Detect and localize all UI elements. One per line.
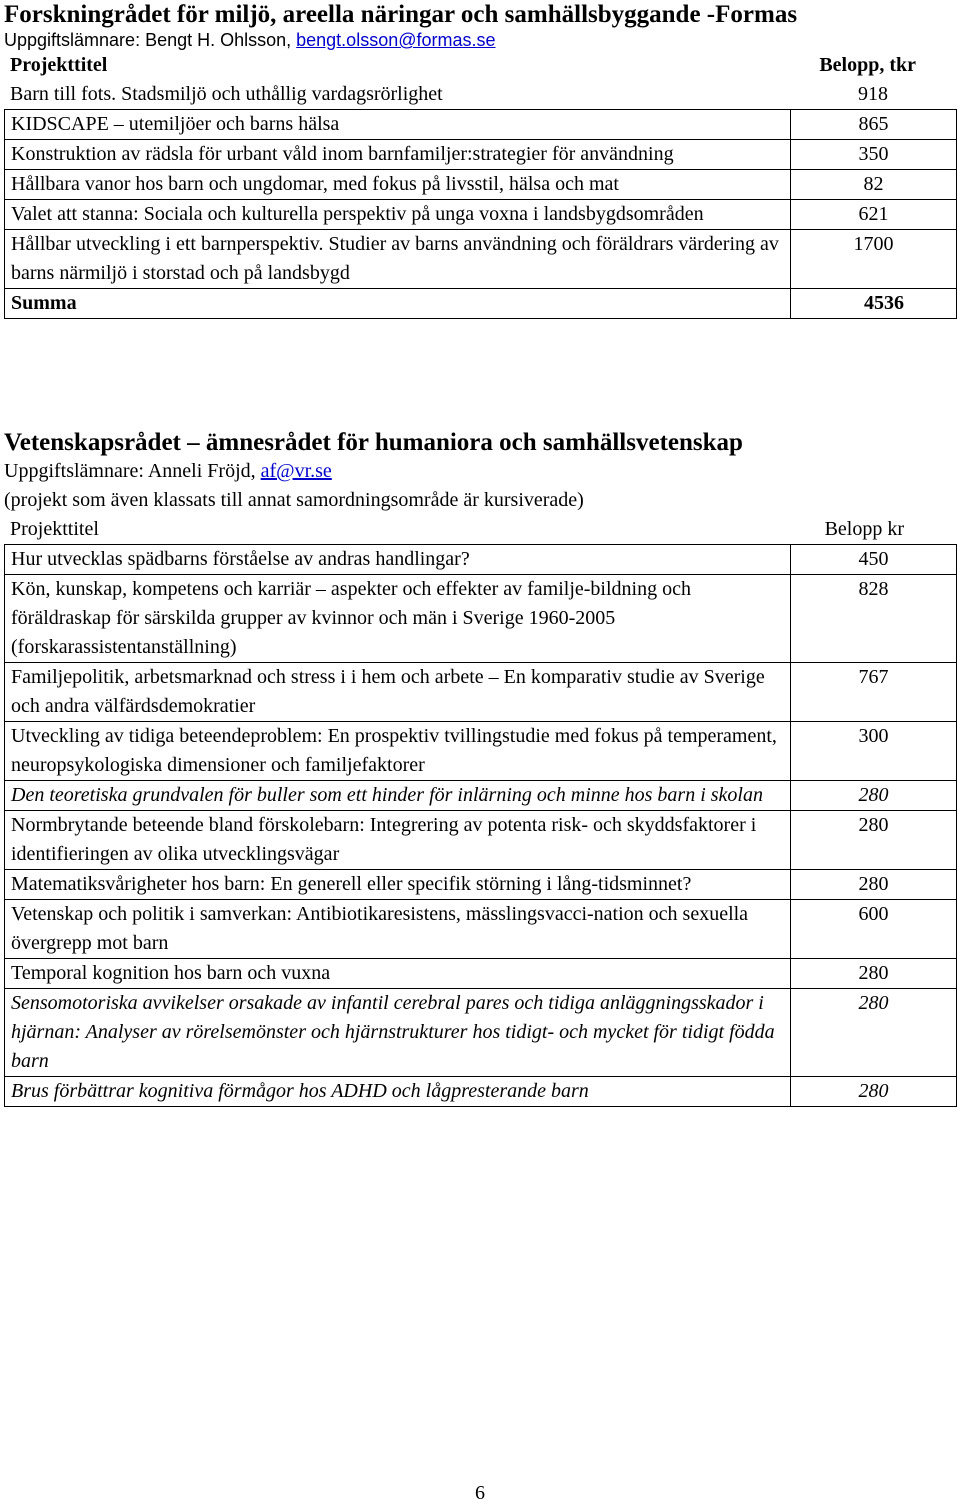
- formas-reporter: [4, 27, 956, 53]
- formas-header-title: Projekttitel: [10, 54, 108, 76]
- vr-reporter: [4, 457, 956, 486]
- formas-table: [4, 109, 957, 319]
- page-number: 6: [475, 1482, 485, 1504]
- table-row: [5, 230, 957, 289]
- project-amount: 280: [791, 1077, 957, 1107]
- formas-section: [4, 0, 956, 319]
- vr-section: [4, 428, 956, 1107]
- table-row: [5, 900, 957, 959]
- project-title: Den teoretiska grundvalen för buller som ett hinder för inlärning och minne hos barn i skolan: [5, 781, 791, 811]
- table-row: [5, 545, 957, 575]
- project-amount: 767: [791, 663, 957, 722]
- project-amount: 828: [791, 575, 957, 663]
- table-row: [5, 870, 957, 900]
- vr-reporter-label: Uppgiftslämnare: Anneli Fröjd,: [4, 460, 261, 482]
- project-title: Vetenskap och politik i samverkan: Antibiotikaresistens, mässlingsvacci-nation och sexuella övergrepp mot barn: [5, 900, 791, 959]
- project-amount: 280: [791, 781, 957, 811]
- project-amount: 1700: [791, 230, 957, 289]
- project-amount: 280: [791, 959, 957, 989]
- project-amount: 280: [791, 989, 957, 1077]
- project-title: Hållbara vanor hos barn och ungdomar, med fokus på livsstil, hälsa och mat: [5, 170, 791, 200]
- project-amount: 450: [791, 545, 957, 575]
- vr-header-table: [4, 515, 956, 544]
- sum-label: Summa: [5, 289, 791, 319]
- table-row: [4, 80, 956, 109]
- vr-header-amount: Belopp kr: [824, 518, 904, 540]
- sum-amount: 4536: [791, 289, 957, 319]
- project-amount: 621: [791, 200, 957, 230]
- project-amount: 918: [858, 83, 888, 105]
- project-amount: 865: [791, 110, 957, 140]
- formas-header-row: [4, 51, 956, 80]
- table-row: [5, 1077, 957, 1107]
- project-title: Kön, kunskap, kompetens och karriär – aspekter och effekter av familje-bildning och föräldraskap för särskilda grupper av kvinnor och män i Sverige 1960-2005 (forskarassistentanställning): [5, 575, 791, 663]
- project-title: Normbrytande beteende bland förskolebarn: Integrering av potenta risk- och skyddsfaktorer i identifieringen av olika utvecklingsvägar: [5, 811, 791, 870]
- vr-email-link[interactable]: af@vr.se: [260, 460, 332, 482]
- table-row: [5, 110, 957, 140]
- formas-email-link[interactable]: bengt.olsson@formas.se: [296, 30, 496, 50]
- table-row: [5, 170, 957, 200]
- table-row: [5, 663, 957, 722]
- project-amount: 82: [791, 170, 957, 200]
- formas-header-amount: Belopp, tkr: [819, 54, 916, 76]
- project-title: Barn till fots. Stadsmiljö och uthållig vardagsrörlighet: [10, 83, 443, 105]
- project-title: KIDSCAPE – utemiljöer och barns hälsa: [5, 110, 791, 140]
- vr-table: [4, 544, 957, 1107]
- formas-title: Forskningrådet för miljö, areella näringar och samhällsbyggande -Formas: [4, 1, 798, 28]
- project-title: Temporal kognition hos barn och vuxna: [5, 959, 791, 989]
- project-title: Sensomotoriska avvikelser orsakade av infantil cerebral pares och tidiga anläggningsskador i hjärnan: Analyser av rörelsemönster och hjärnstrukturer hos tidigt- och mycket för tidigt födda barn: [5, 989, 791, 1077]
- table-row: [5, 200, 957, 230]
- table-row: [5, 811, 957, 870]
- project-title: Konstruktion av rädsla för urbant våld inom barnfamiljer:strategier för användning: [5, 140, 791, 170]
- project-title: Familjepolitik, arbetsmarknad och stress i i hem och arbete – En komparativ studie av Sverige och andra välfärdsdemokratier: [5, 663, 791, 722]
- project-amount: 280: [791, 811, 957, 870]
- vr-note: (projekt som även klassats till annat samordningsområde är kursiverade): [4, 489, 584, 511]
- project-title: Utveckling av tidiga beteendeproblem: En prospektiv tvillingstudie med fokus på temperament, neuropsykologiska dimensioner och familjefaktorer: [5, 722, 791, 781]
- project-title: Matematiksvårigheter hos barn: En generell eller specifik störning i lång-tidsminnet?: [5, 870, 791, 900]
- project-amount: 300: [791, 722, 957, 781]
- formas-header-table: [4, 51, 956, 109]
- project-title: Valet att stanna: Sociala och kulturella perspektiv på unga voxna i landsbygdsområden: [5, 200, 791, 230]
- table-row: [5, 959, 957, 989]
- project-amount: 280: [791, 870, 957, 900]
- table-row: [5, 781, 957, 811]
- project-amount: 350: [791, 140, 957, 170]
- vr-header-row: [4, 515, 956, 544]
- formas-sum-row: [5, 289, 957, 319]
- project-amount: 600: [791, 900, 957, 959]
- table-row: [5, 575, 957, 663]
- project-title: Hur utvecklas spädbarns förståelse av andras handlingar?: [5, 545, 791, 575]
- formas-reporter-label: Uppgiftslämnare: Bengt H. Ohlsson,: [4, 30, 297, 50]
- table-row: [5, 140, 957, 170]
- table-row: [5, 989, 957, 1077]
- vr-title: Vetenskapsrådet – ämnesrådet för humaniora och samhällsvetenskap: [4, 429, 743, 456]
- vr-header-title: Projekttitel: [10, 518, 99, 540]
- project-title: Brus förbättrar kognitiva förmågor hos ADHD och lågpresterande barn: [5, 1077, 791, 1107]
- table-row: [5, 722, 957, 781]
- project-title: Hållbar utveckling i ett barnperspektiv. Studier av barns användning och föräldrars värdering av barns närmiljö i storstad och på landsbygd: [5, 230, 791, 289]
